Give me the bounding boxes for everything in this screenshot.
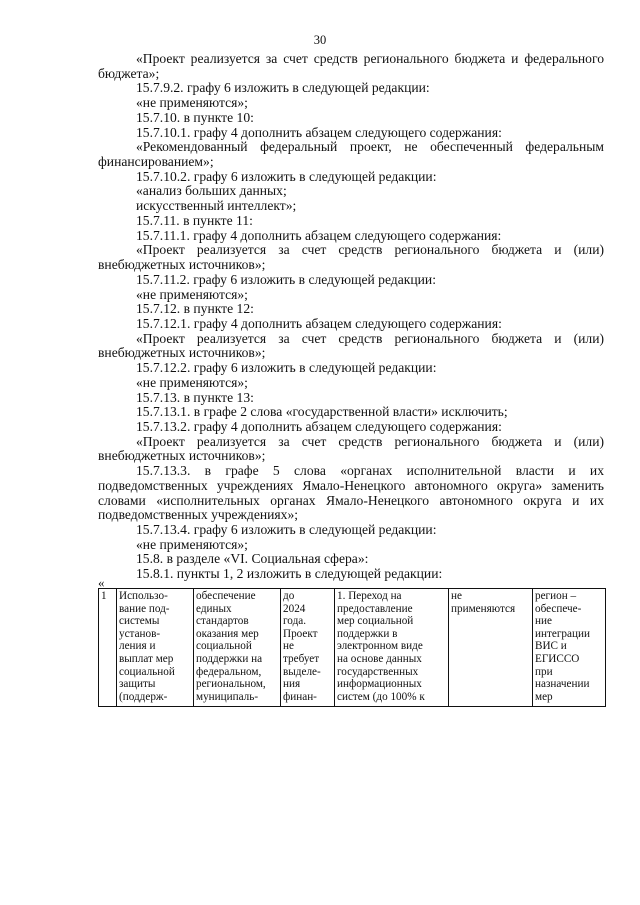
cell-line: систем (до 100% к <box>337 690 425 703</box>
paragraph: 15.7.12.2. графу 6 изложить в следующей редакции: <box>136 360 437 376</box>
cell-line: Использо- <box>119 590 168 602</box>
cell-line: на основе данных <box>337 652 422 665</box>
paragraph: 15.7.13. в пункте 13: <box>136 389 254 405</box>
cell-line: ния <box>283 678 301 691</box>
table-cell <box>281 589 335 707</box>
paragraph: 15.7.10.2. графу 6 изложить в следующей редакции: <box>136 168 437 184</box>
page-number: 30 <box>313 33 327 47</box>
cell-line: информационных <box>337 678 422 691</box>
amendment-table <box>98 588 606 707</box>
cell-line: федеральном, <box>196 665 262 678</box>
cell-line: при <box>535 665 553 678</box>
cell-line: защиты <box>119 678 156 691</box>
cell-line: системы <box>119 615 160 628</box>
cell-line: электронном виде <box>337 640 423 653</box>
paragraph: «Проект реализуется за счет средств регионального бюджета и (или) внебюджетных источников»; <box>98 242 604 273</box>
cell-line: применяются <box>451 602 516 615</box>
cell-line: назначении <box>535 678 590 691</box>
cell-line: вание под- <box>119 602 170 615</box>
cell-line: предоставление <box>337 602 413 615</box>
cell-line: интеграции <box>535 627 590 640</box>
table-cell <box>117 589 194 707</box>
paragraph: «не применяются»; <box>136 536 248 552</box>
paragraph: «Проект реализуется за счет средств регионального бюджета и федерального бюджета»; <box>98 51 604 81</box>
cell-line: поддержки в <box>337 627 398 640</box>
cell-line: обеспече- <box>535 602 582 615</box>
paragraph: 15.8. в разделе «VI. Социальная сфера»: <box>136 551 369 567</box>
cell-line: социальной <box>196 640 252 653</box>
paragraph: «не применяются»; <box>136 286 248 302</box>
cell-line: не <box>451 590 462 602</box>
paragraph: 15.7.13.4. графу 6 изложить в следующей редакции: <box>136 522 437 537</box>
cell-line: ЕГИССО <box>535 652 580 665</box>
paragraph: 15.7.12. в пункте 12: <box>136 301 254 317</box>
cell-line: установ- <box>119 627 161 640</box>
paragraph: «не применяются»; <box>136 95 248 111</box>
table-cell <box>194 589 281 707</box>
cell-line: регион – <box>535 590 577 602</box>
paragraph: «анализ больших данных; <box>136 183 287 199</box>
paragraph: 15.7.10. в пункте 10: <box>136 109 254 125</box>
paragraph: 15.7.13.2. графу 4 дополнить абзацем следующего содержания: <box>136 418 502 434</box>
paragraph: 15.7.11.2. графу 6 изложить в следующей редакции: <box>136 271 436 287</box>
cell-line: социальной <box>119 665 175 678</box>
cell-line: оказания мер <box>196 627 259 640</box>
cell-line: (поддерж- <box>119 690 168 703</box>
cell-line: мер социальной <box>337 615 414 628</box>
cell-line: государственных <box>337 665 419 678</box>
paragraph: «Проект реализуется за счет средств регионального бюджета и (или) внебюджетных источников»; <box>98 433 604 464</box>
paragraph: 15.7.13.3. в графе 5 слова «органах исполнительной власти и их подведомственных учреждениях Ямало-Ненецкого автономного округа» заменить словами «исполнительных органах Ямало-Ненецкого автономного округа и их подведомственных учреждениях»; <box>98 463 604 523</box>
cell-line: обеспечение <box>196 590 256 602</box>
cell-line: ние <box>535 615 552 628</box>
paragraph: «не применяются»; <box>136 374 248 390</box>
cell-line: до <box>283 590 295 602</box>
cell-line: 1 <box>101 590 107 602</box>
paragraph: «Проект реализуется за счет средств регионального бюджета и (или) внебюджетных источников»; <box>98 330 604 361</box>
cell-line: требует <box>283 652 320 665</box>
cell-line: стандартов <box>196 615 249 628</box>
cell-line: 1. Переход на <box>337 590 402 602</box>
paragraph: 15.7.13.1. в графе 2 слова «государственной власти» исключить; <box>136 404 508 420</box>
cell-line: выделе- <box>283 665 321 678</box>
opening-quote-mark: « <box>98 575 105 590</box>
paragraph: 15.7.10.1. графу 4 дополнить абзацем следующего содержания: <box>136 124 502 140</box>
cell-line: финан- <box>283 690 317 703</box>
paragraph: «Рекомендованный федеральный проект, не обеспеченный федеральным финансированием»; <box>98 139 604 170</box>
paragraph: 15.7.12.1. графу 4 дополнить абзацем следующего содержания: <box>136 315 502 331</box>
cell-line: 2024 <box>283 602 306 615</box>
paragraph: 15.7.9.2. графу 6 изложить в следующей редакции: <box>136 80 430 96</box>
cell-line: мер <box>535 690 553 703</box>
table-cell <box>449 589 533 707</box>
cell-line: года. <box>283 615 307 628</box>
cell-line: муниципаль- <box>196 690 259 703</box>
cell-line: выплат мер <box>119 652 174 665</box>
cell-line: Проект <box>283 627 318 640</box>
table-row <box>99 589 606 707</box>
table-cell <box>99 589 117 707</box>
document-body <box>98 52 604 582</box>
cell-line: ления и <box>119 640 156 653</box>
cell-line: ВИС и <box>535 640 567 653</box>
cell-line: поддержки на <box>196 652 263 665</box>
cell-line: единых <box>196 602 232 615</box>
paragraph: 15.7.11.1. графу 4 дополнить абзацем следующего содержания: <box>136 227 502 243</box>
paragraph: искусственный интеллект»; <box>136 198 297 214</box>
cell-line: не <box>283 640 294 653</box>
paragraph: 15.8.1. пункты 1, 2 изложить в следующей редакции: <box>136 566 443 582</box>
table-cell <box>533 589 606 707</box>
cell-line: региональном, <box>196 678 266 691</box>
paragraph: 15.7.11. в пункте 11: <box>136 212 253 228</box>
table-cell <box>335 589 449 707</box>
